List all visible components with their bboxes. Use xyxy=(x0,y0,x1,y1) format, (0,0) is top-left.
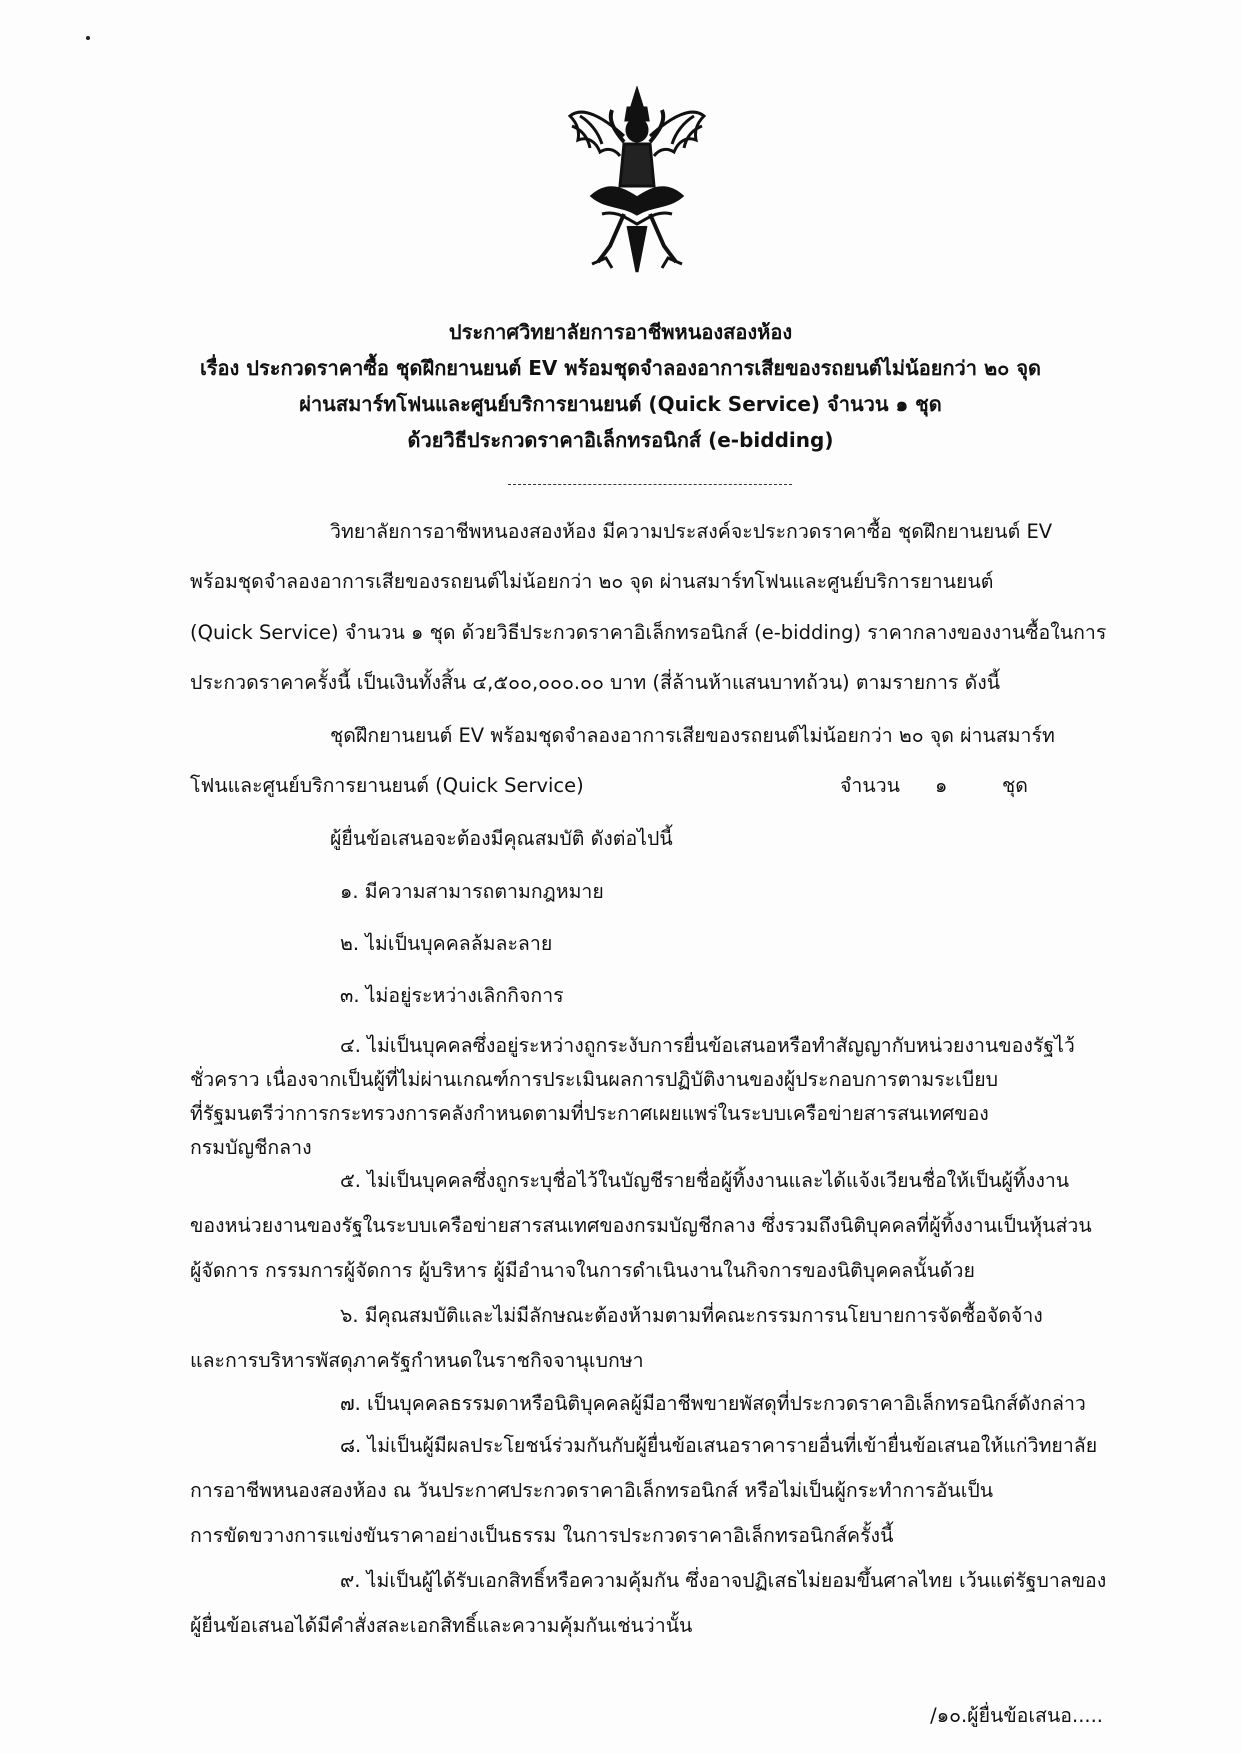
qualification-item: ๙. ไม่เป็นผู้ได้รับเอกสิทธิ์หรือความคุ้มกัน ซึ่งอาจปฏิเสธไม่ยอมขึ้นศาลไทย เว้นแต่รัฐบาลของ xyxy=(340,1569,1107,1592)
qualification-item: ๗. เป็นบุคคลธรรมดาหรือนิติบุคคลผู้มีอาชีพขายพัสดุที่ประกวดราคาอิเล็กทรอนิกส์ดังกล่าว xyxy=(340,1392,1086,1415)
qualification-item: ของหน่วยงานของรัฐในระบบเครือข่ายสารสนเทศของกรมบัญชีกลาง ซึ่งรวมถึงนิติบุคคลที่ผู้ทิ้งงานเป็นหุ้นส่วน xyxy=(190,1214,1092,1237)
qualification-item: ผู้ยื่นข้อเสนอได้มีคำสั่งสละเอกสิทธิ์และความคุ้มกันเช่นว่านั้น xyxy=(190,1614,693,1637)
item-qty-label: จำนวน xyxy=(840,774,900,797)
qualification-item: ๒. ไม่เป็นบุคคลล้มละลาย xyxy=(340,932,553,955)
item-qty-value: ๑ xyxy=(935,774,948,797)
intro-line: พร้อมชุดจำลองอาการเสียของรถยนต์ไม่น้อยกว่า ๒๐ จุด ผ่านสมาร์ทโฟนและศูนย์บริการยานยนต์ xyxy=(190,570,994,593)
qualifications-heading: ผู้ยื่นข้อเสนอจะต้องมีคุณสมบัติ ดังต่อไปนี้ xyxy=(330,827,673,850)
item-qty-unit: ชุด xyxy=(1002,774,1028,797)
item-line: ชุดฝึกยานยนต์ EV พร้อมชุดจำลองอาการเสียของรถยนต์ไม่น้อยกว่า ๒๐ จุด ผ่านสมาร์ท xyxy=(330,724,1055,747)
subject-line: ด้วยวิธีประกวดราคาอิเล็กทรอนิกส์ (e-bidding) xyxy=(407,428,834,452)
qualification-item: ชั่วคราว เนื่องจากเป็นผู้ที่ไม่ผ่านเกณฑ์การประเมินผลการปฏิบัติงานของผู้ประกอบการตามระเบียบ xyxy=(190,1068,999,1091)
page-continuation: /๑๐.ผู้ยื่นข้อเสนอ..... xyxy=(930,1704,1103,1727)
intro-line: วิทยาลัยการอาชีพหนองสองห้อง มีความประสงค์จะประกวดราคาซื้อ ชุดฝึกยานยนต์ EV xyxy=(330,520,1053,543)
qualification-item: ๔. ไม่เป็นบุคคลซึ่งอยู่ระหว่างถูกระงับการยื่นข้อเสนอหรือทำสัญญากับหน่วยงานของรัฐไว้ xyxy=(340,1034,1075,1057)
subject-line: เรื่อง ประกวดราคาซื้อ ชุดฝึกยานยนต์ EV พร้อมชุดจำลองอาการเสียของรถยนต์ไม่น้อยกว่า ๒๐ จุด xyxy=(199,356,1042,380)
qualification-item: ๕. ไม่เป็นบุคคลซึ่งถูกระบุชื่อไว้ในบัญชีรายชื่อผู้ทิ้งงานและได้แจ้งเวียนชื่อให้เป็นผู้ทิ้งงาน xyxy=(340,1169,1070,1192)
garuda-emblem-icon xyxy=(562,86,712,276)
qualification-item: การขัดขวางการแข่งขันราคาอย่างเป็นธรรม ในการประกวดราคาอิเล็กทรอนิกส์ครั้งนี้ xyxy=(190,1524,894,1547)
qualification-item: การอาชีพหนองสองห้อง ณ วันประกาศประกวดราคาอิเล็กทรอนิกส์ หรือไม่เป็นผู้กระทำการอันเป็น xyxy=(190,1479,994,1502)
title-divider xyxy=(508,484,792,485)
subject-line: ผ่านสมาร์ทโฟนและศูนย์บริการยานยนต์ (Quick Service) จำนวน ๑ ชุด xyxy=(299,392,942,416)
announcement-title-block xyxy=(140,314,1101,458)
intro-line: ประกวดราคาครั้งนี้ เป็นเงินทั้งสิ้น ๔,๕๐๐,๐๐๐.๐๐ บาท (สี่ล้านห้าแสนบาทถ้วน) ตามรายการ ดังนี้ xyxy=(190,671,1001,694)
qualification-item: ผู้จัดการ กรรมการผู้จัดการ ผู้บริหาร ผู้มีอำนาจในการดำเนินงานในกิจการของนิติบุคคลนั้นด้วย xyxy=(190,1259,975,1282)
intro-line: (Quick Service) จำนวน ๑ ชุด ด้วยวิธีประกวดราคาอิเล็กทรอนิกส์ (e-bidding) ราคากลางของงานซื้อในการ xyxy=(190,621,1107,644)
item-line: โฟนและศูนย์บริการยานยนต์ (Quick Service) xyxy=(190,774,584,797)
scan-speck xyxy=(86,36,90,40)
qualification-item: ๑. มีความสามารถตามกฎหมาย xyxy=(340,880,604,903)
qualification-item: ที่รัฐมนตรีว่าการกระทรวงการคลังกำหนดตามที่ประกาศเผยแพร่ในระบบเครือข่ายสารสนเทศของ xyxy=(190,1102,989,1125)
announcement-title: ประกาศวิทยาลัยการอาชีพหนองสองห้อง xyxy=(448,320,793,344)
qualification-item: กรมบัญชีกลาง xyxy=(190,1136,312,1159)
qualification-item: และการบริหารพัสดุภาครัฐกำหนดในราชกิจจานุเบกษา xyxy=(190,1349,644,1372)
qualification-item: ๘. ไม่เป็นผู้มีผลประโยชน์ร่วมกันกับผู้ยื่นข้อเสนอราคารายอื่นที่เข้ายื่นข้อเสนอให้แก่วิทยาลัย xyxy=(340,1434,1098,1457)
qualification-item: ๓. ไม่อยู่ระหว่างเลิกกิจการ xyxy=(340,984,564,1007)
qualification-item: ๖. มีคุณสมบัติและไม่มีลักษณะต้องห้ามตามที่คณะกรรมการนโยบายการจัดซื้อจัดจ้าง xyxy=(340,1304,1043,1327)
